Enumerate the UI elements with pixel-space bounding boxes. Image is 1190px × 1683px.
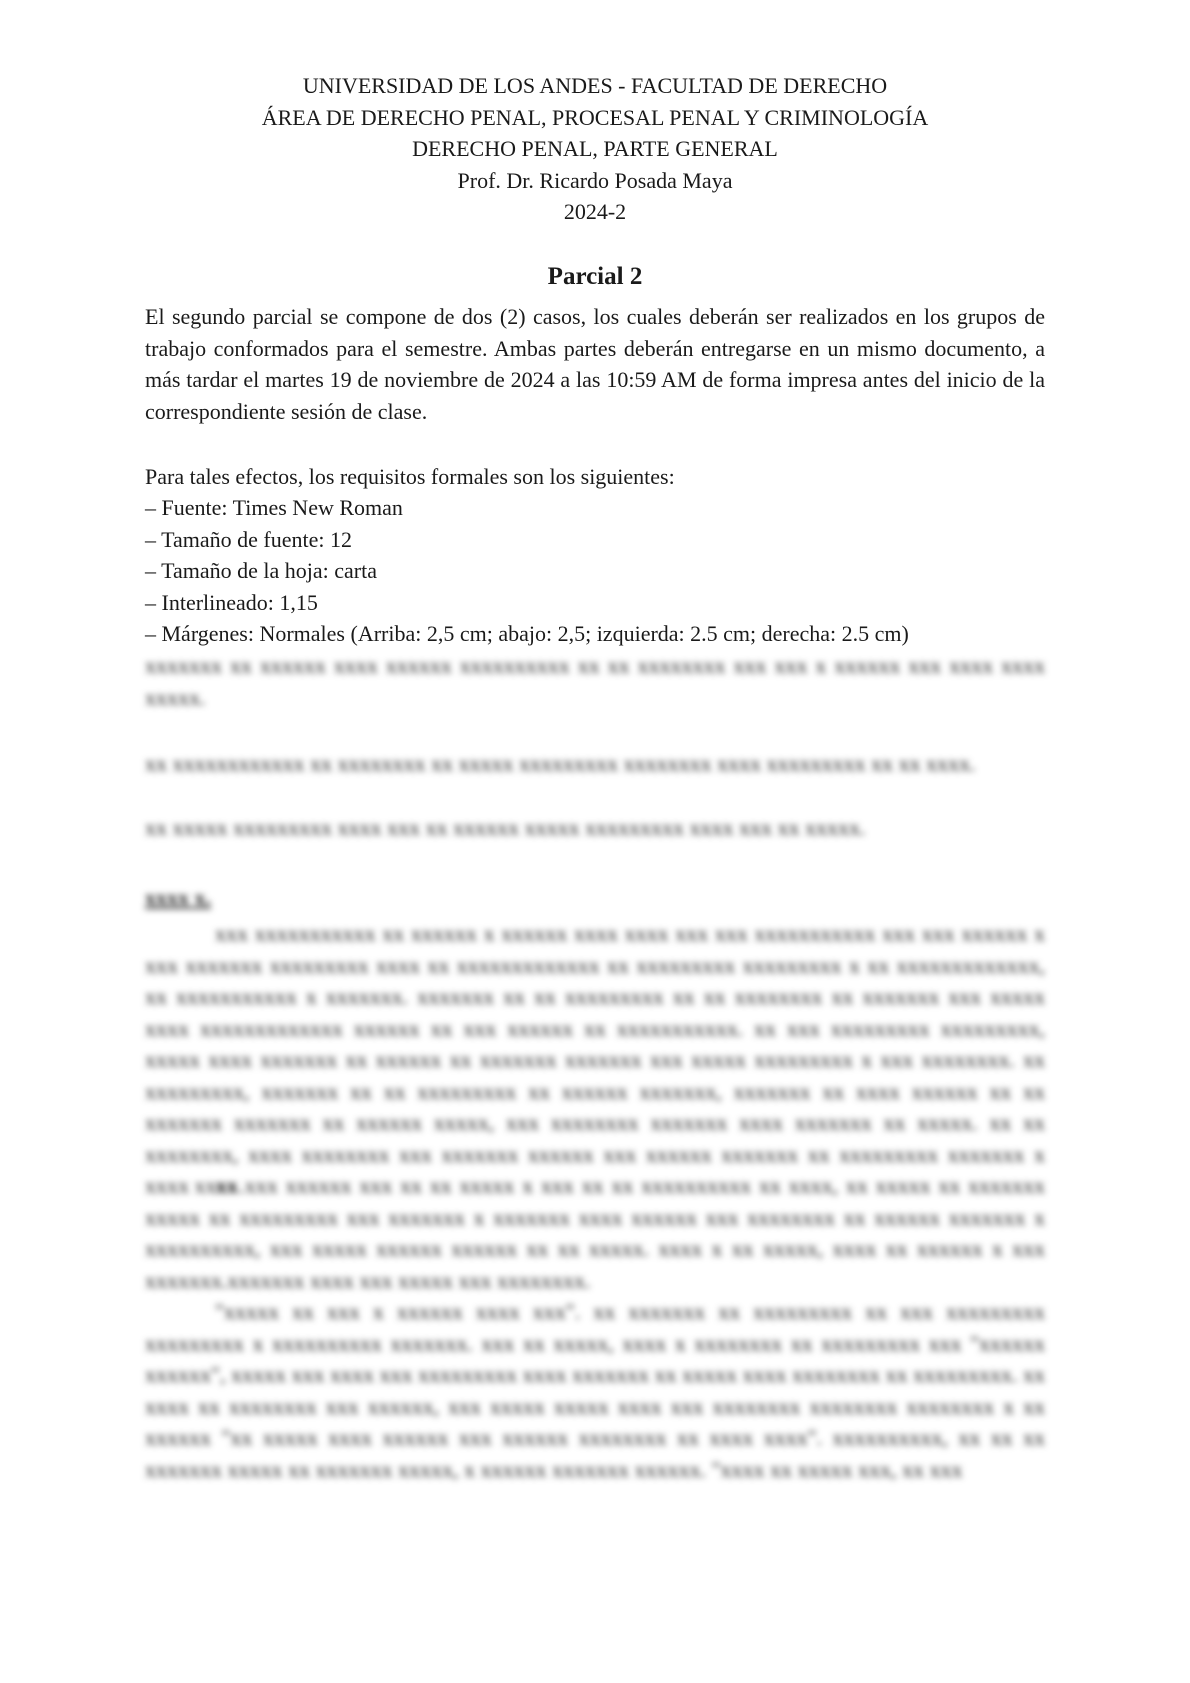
requirement-item: – Márgenes: Normales (Arriba: 2,5 cm; abajo: 2,5; izquierda: 2.5 cm; derecha: 2.5 cm) <box>145 621 909 646</box>
blurred-paragraph: "xxxxx xx xxx x xxxxxx xxxx xxx". xx xxxxxxx xx xxxxxxxxx xx xxx xxxxxxxxx xxxxxxxxx x xxxxxxxxxx xxxxxxx. xxx xx xxxxx, xxxx x xxxxxxxx xx xxxxxxxxx xxx "xxxxxx xxxxxx", xxxxx xxx xxxx xxx xxxxxxxxx xxxx xxxxxxx xx xxxxx xxxx xxxxxxxx xx xxxxxxxxx. xx xxxx xx xxxxxxxx xxx xxxxxx, xxx xxxxx xxxxx xxxx xxx xxxxxxxx xxxxxxxx xxxxxxxx x xx xxxxxx "xx xxxxx xxxx xxxxxx xxx xxxxxx xxxxxxxx xx xxxx xxxx". xxxxxxxxxx, xx xx xx xxxxxxx xxxxx xx xxxxxxx xxxxx, x xxxxxx xxxxxxx xxxxxx. "xxxx xx xxxxx xxx, xx xxx <box>145 1299 1045 1482</box>
header-course: DERECHO PENAL, PARTE GENERAL <box>412 136 778 161</box>
header-term: 2024-2 <box>563 199 627 224</box>
document-title: Parcial 2 <box>547 263 643 290</box>
blurred-case-heading: xxxx x. <box>145 885 211 910</box>
intro-text: El segundo parcial se compone de dos (2) casos, los cuales deberán ser realizados en los grupos de trabajo conformados para el semestre. Ambas partes deberán entregarse en un mismo documento, a más tardar el martes 19 de noviembre de 2024 a las 10:59 AM de forma impresa antes del inicio de la correspondiente sesión de clase. <box>145 304 1045 424</box>
blurred-paragraph: xx xxx xxxxxx xxx xx xx xxxxx x xxx xx xx xxxxxxxxxx xx xxxx, xx xxxxx xx xxxxxxx xxxxx xx xxxxxxxxx xxx xxxxxxx x xxxxxxx xxxx xxxxxx xxx xxxxxxxx xx xxxxxx xxxxxxx x xxxxxxxxxx, xxx xxxxx xxxxxx xxxxxx xx xx xxxxx. xxxx x xx xxxxx, xxxx xx xxxxxx x xxx xxxxxxx.xxxxxxx xxxx xxx xxxxx xxx xxxxxxxx. <box>145 1173 1045 1293</box>
header-university: UNIVERSIDAD DE LOS ANDES - FACULTAD DE DERECHO <box>302 73 888 98</box>
blurred-paragraph: xx xxxxx xxxxxxxxx xxxx xxx xx xxxxxx xxxxx xxxxxxxxx xxxx xxx xx xxxxx. <box>145 815 866 840</box>
blurred-paragraph: xxx xxxxxxxxxxx xx xxxxxx x xxxxxx xxxx xxxx xxx xxx xxxxxxxxxxx xxx xxx xxxxxx x xxx xxxxxxx xxxxxxxxx xxxx xx xxxxxxxxxxxxx xx xxxxxxxxx xxxxxxxxx x xx xxxxxxxxxxxxx, xx xxxxxxxxxxx x xxxxxxx. xxxxxxx xx xx xxxxxxxxx xx xx xxxxxxxx xx xxxxxxx xxx xxxxx xxxx xxxxxxxxxxxxx xxxxxx xx xxx xxxxxx xx xxxxxxxxxxx. xx xxx xxxxxxxxx xxxxxxxxx, xxxxx xxxx xxxxxxx xx xxxxxx xx xxxxxxx xxxxxxx xxx xxxxx xxxxxxxxx x xxx xxxxxxxx. xx xxxxxxxxx, xxxxxxx xx xx xxxxxxxxx xx xxxxxx xxxxxxx, xxxxxxx xx xxxx xxxxxx xx xx xxxxxxx xxxxxxx xx xxxxxx xxxxx, xxx xxxxxxxx xxxxxxx xxxx xxxxxxx xx xxxxx. xx xx xxxxxxxx, xxxx xxxxxxxx xxx xxxxxxx xxxxxx xxx xxxxxx xxxxxxx xx xxxxxxxxx xxxxxxx x xxxx xxxx. <box>145 921 1045 1198</box>
header-professor: Prof. Dr. Ricardo Posada Maya <box>457 167 733 193</box>
blurred-paragraph: xxxxxxx xx xxxxxx xxxx xxxxxx xxxxxxxxxx xx xx xxxxxxxx xxx xxx x xxxxxx xxx xxxx xxxx xxxxx. <box>145 653 1045 710</box>
requirement-item: – Fuente: Times New Roman <box>145 495 403 520</box>
requirement-item: – Interlineado: 1,15 <box>145 589 318 615</box>
requirements-lead: Para tales efectos, los requisitos formales son los siguientes: <box>145 464 675 489</box>
requirement-item: – Tamaño de la hoja: carta <box>145 558 378 583</box>
blurred-paragraph: xx xxxxxxxxxxxx xx xxxxxxxx xx xxxxx xxxxxxxxx xxxxxxxx xxxx xxxxxxxxx xx xx xxxx. <box>145 751 976 776</box>
requirement-item: – Tamaño de fuente: 12 <box>145 526 352 552</box>
header-area: ÁREA DE DERECHO PENAL, PROCESAL PENAL Y CRIMINOLOGÍA <box>261 104 929 130</box>
